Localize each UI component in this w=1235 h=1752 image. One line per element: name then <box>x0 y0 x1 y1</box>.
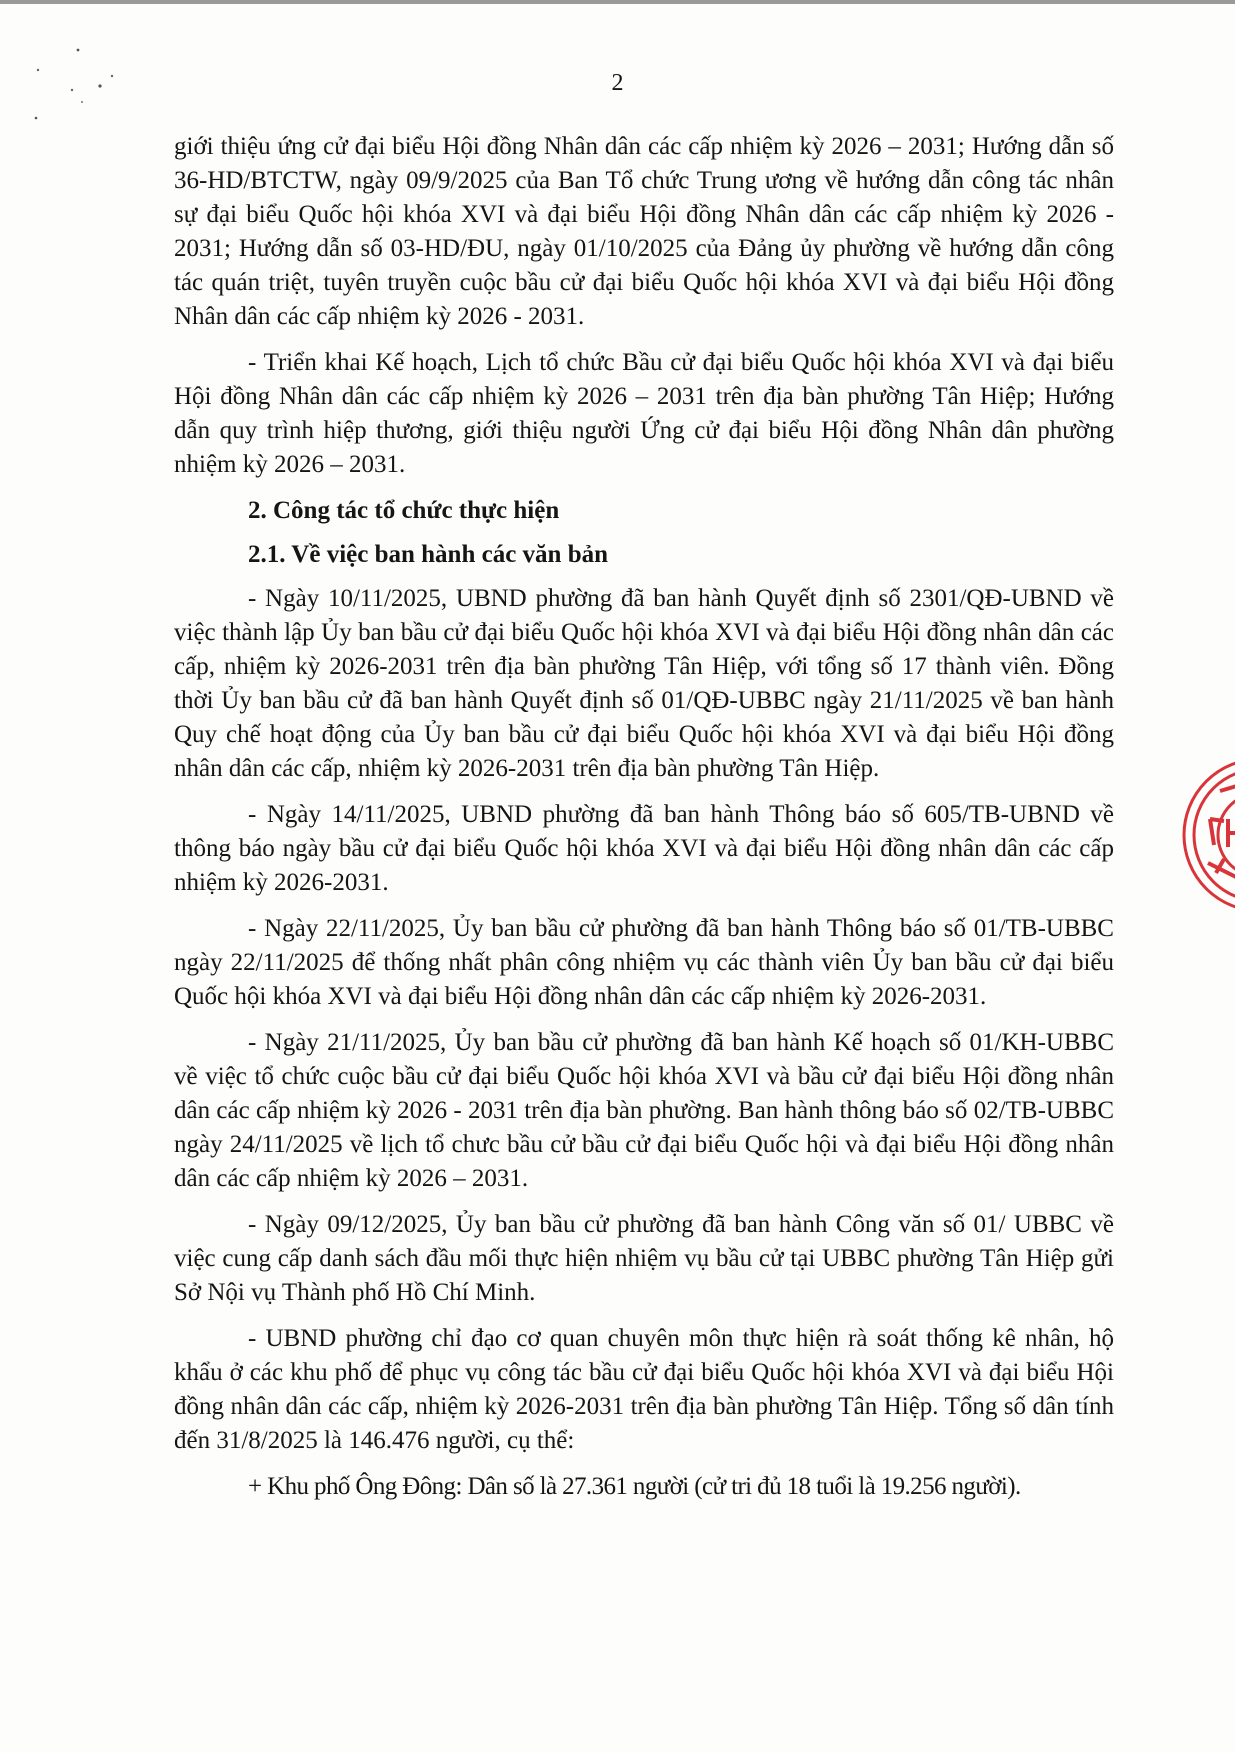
page-number: 2 <box>611 70 624 96</box>
paragraph-khu-pho-ong-dong: + Khu phố Ông Đông: Dân số là 27.361 người (cử tri đủ 18 tuổi là 19.256 người). <box>248 1473 1021 1500</box>
paragraph-plan-deployment: - Triển khai Kế hoạch, Lịch tổ chức Bầu cử đại biểu Quốc hội khóa XVI và đại biểu Hội đồng Nhân dân các cấp nhiệm kỳ 2026 – 2031 trên địa bàn phường Tân Hiệp; Hướng dẫn quy trình hiệp thương, giới thiệu người Ứng cử đại biểu Hội đồng Nhân dân phường nhiệm kỳ 2026 – 2031. <box>174 349 1114 478</box>
paragraph-population-review: - UBND phường chỉ đạo cơ quan chuyên môn thực hiện rà soát thống kê nhân, hộ khẩu ở các khu phố để phục vụ công tác bầu cử đại biểu Quốc hội khóa XVI và đại biểu Hội đồng nhân dân các cấp, nhiệm kỳ 2026-2031 trên địa bàn phường Tân Hiệp. Tổng số dân tính đến 31/8/2025 là 146.476 người, cụ thể: <box>174 1325 1114 1454</box>
paragraph-notice-605: - Ngày 14/11/2025, UBND phường đã ban hành Thông báo số 605/TB-UBND về thông báo ngày bầu cử đại biểu Quốc hội khóa XVI và đại biểu Hội đồng nhân dân các cấp nhiệm kỳ 2026-2031. <box>174 801 1114 896</box>
section-heading-2-1: 2.1. Về việc ban hành các văn bản <box>248 541 609 568</box>
paragraph-decision-2301: - Ngày 10/11/2025, UBND phường đã ban hành Quyết định số 2301/QĐ-UBND về việc thành lập Ủy ban bầu cử đại biểu Quốc hội khóa XVI và đại biểu Hội đồng nhân dân các cấp, nhiệm kỳ 2026-2031 trên địa bàn phường Tân Hiệp, với tổng số 17 thành viên. Đồng thời Ủy ban bầu cử đã ban hành Quyết định số 01/QĐ-UBBC ngày 21/11/2025 về ban hành Quy chế hoạt động của Ủy ban bầu cử đại biểu Quốc hội khóa XVI và đại biểu Hội đồng nhân dân các cấp, nhiệm kỳ 2026-2031 trên địa bàn phường Tân Hiệp. <box>174 585 1114 782</box>
paragraph-plan-01: - Ngày 21/11/2025, Ủy ban bầu cử phường đã ban hành Kế hoạch số 01/KH-UBBC về việc tổ chức cuộc bầu cử đại biểu Quốc hội khóa XVI và bầu cử đại biểu Hội đồng nhân dân các cấp nhiệm kỳ 2026 - 2031 trên địa bàn phường. Ban hành thông báo số 02/TB-UBBC ngày 24/11/2025 về lịch tổ chưc bầu cử bầu cử đại biểu Quốc hội và đại biểu Hội đồng nhân dân các cấp nhiệm kỳ 2026 – 2031. <box>174 1029 1114 1192</box>
paragraph-letter-01: - Ngày 09/12/2025, Ủy ban bầu cử phường đã ban hành Công văn số 01/ UBBC về việc cung cấp danh sách đầu mối thực hiện nhiệm vụ bầu cử tại UBBC phường Tân Hiệp gửi Sở Nội vụ Thành phố Hồ Chí Minh. <box>174 1211 1114 1306</box>
paragraph-guidance-list: giới thiệu ứng cử đại biểu Hội đồng Nhân dân các cấp nhiệm kỳ 2026 – 2031; Hướng dẫn số 36-HD/BTCTW, ngày 09/9/2025 của Ban Tổ chức Trung ương về hướng dẫn công tác nhân sự đại biểu Quốc hội khóa XVI và đại biểu Hội đồng Nhân dân các cấp nhiệm kỳ 2026 - 2031; Hướng dẫn số 03-HD/ĐU, ngày 01/10/2025 của Đảng ủy phường về hướng dẫn công tác quán triệt, tuyên truyền cuộc bầu cử đại biểu Quốc hội khóa XVI và đại biểu Hội đồng Nhân dân các cấp nhiệm kỳ 2026 - 2031. <box>174 133 1114 330</box>
section-heading-2: 2. Công tác tổ chức thực hiện <box>248 497 560 524</box>
official-seal-icon <box>1180 755 1235 915</box>
document-body <box>174 130 1114 1516</box>
scan-top-edge <box>0 0 1235 4</box>
paragraph-notice-01: - Ngày 22/11/2025, Ủy ban bầu cử phường đã ban hành Thông báo số 01/TB-UBBC ngày 22/11/2025 để thống nhất phân công nhiệm vụ các thành viên Ủy ban bầu cử đại biểu Quốc hội khóa XVI và đại biểu Hội đồng nhân dân các cấp nhiệm kỳ 2026-2031. <box>174 915 1114 1010</box>
